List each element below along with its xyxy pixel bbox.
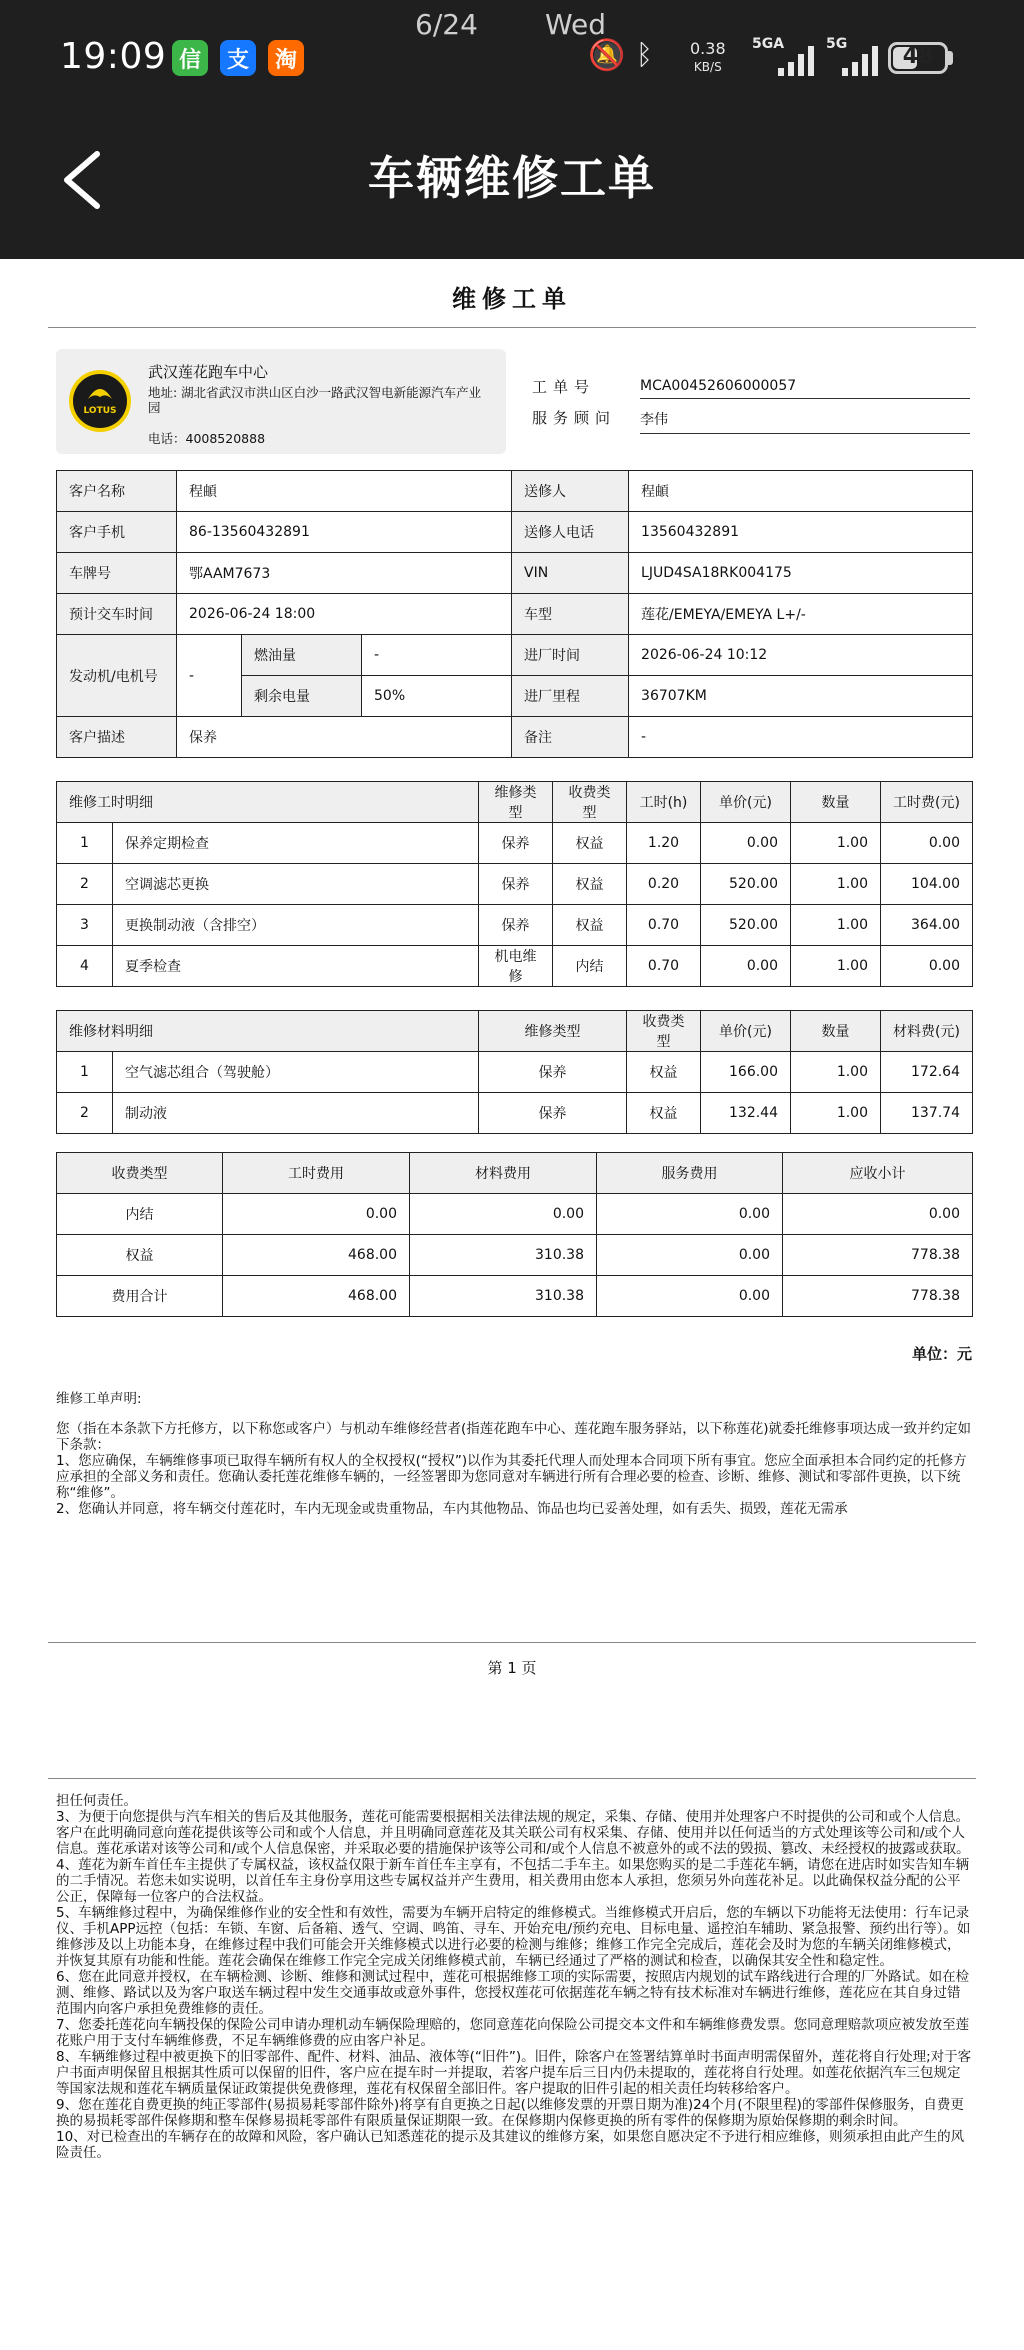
cell: 权益 [627, 1052, 701, 1093]
cell: 1.00 [791, 823, 881, 864]
shop-name: 武汉莲花跑车中心 [148, 363, 269, 381]
table-row [57, 553, 973, 594]
order-number-label: 工单号 [532, 378, 596, 396]
status-weekday: Wed [545, 8, 607, 41]
cell: 310.38 [410, 1235, 597, 1276]
cell: 制动液 [113, 1093, 479, 1134]
cell: 保养 [479, 1093, 627, 1134]
battery-icon [888, 42, 948, 74]
table-row [57, 1052, 973, 1093]
cell: 保养 [479, 905, 553, 946]
declaration-paragraph: 6、您在此同意并授权，在车辆检测、诊断、维修和测试过程中，莲花可根据维修工项的实际需要，按照店内规划的试车路线进行合理的厂外路试。如在检测、维修、路试以及为客户取送车辆过程中发生交通事故或意外事件，您授权莲花可依据莲花车辆之特有技术标准对车辆进行维修，莲花应在其自身过错范围内向客户承担免费维修的责任。 [56, 1969, 970, 2017]
declaration-paragraph: 5、车辆维修过程中，为确保维修作业的安全性和有效性，需要为车辆开启特定的维修模式。当维修模式开启后，您的车辆以下功能将无法使用：行车记录仪、手机APP远控（包括：车锁、车窗、后备箱、透气、空调、鸣笛、寻车、开始充电/预约充电、目标电量、遥控泊车辅助、紧急报警、预约出行等）。如维修涉及以上功能本身，在维修过程中我们可能会开关维修模式以进行必要的检测与维修；维修工作完全完成后，莲花会及时为您的车辆关闭维修模式，并恢复其原有功能和性能。莲花会确保在维修工作完全完成关闭维修模式前，车辆已经通过了严格的测试和检查，以确保其安全性和稳定性。 [56, 1905, 971, 1969]
declaration-title: 维修工单声明: [56, 1391, 142, 1407]
net-speed [690, 40, 726, 76]
declaration-paragraph: 3、为便于向您提供与汽车相关的售后及其他服务，莲花可能需要根据相关法律法规的规定，采集、存储、使用并处理客户不时提供的公司和或个人信息。客户在此明确同意向莲花提供该等公司和或个人信息，并且明确同意莲花及其关联公司有权采集、存储、使用并以任何适当的方式处理该等公司和/或个人信息。莲花承诺对该等公司和/或个人信息保密，并采取必要的措施保护该等公司和/或个人信息不被意外的或不法的毁损、篡改、未经授权的披露或获取。 [56, 1809, 970, 1857]
declaration-paragraph: 10、对已检查出的车辆存在的故障和风险，客户确认已知悉莲花的提示及其建议的维修方案，如果您自愿决定不予进行相应维修，则须承担由此产生的风险责任。 [56, 2129, 965, 2161]
bluetooth-icon: ᛒ [636, 38, 653, 71]
summary-table [56, 1152, 973, 1317]
page-divider [48, 1778, 976, 1779]
engine-label: 发动机/电机号 [57, 635, 177, 717]
cell: 520.00 [701, 864, 791, 905]
material-header-unit-price: 单价(元) [701, 1011, 791, 1052]
table-row [57, 1194, 973, 1235]
signal-label-2: 5G [826, 36, 848, 52]
cell: 保养 [479, 1052, 627, 1093]
cell: 保养定期检查 [113, 823, 479, 864]
table-header-row [57, 1011, 973, 1052]
cell: 468.00 [223, 1235, 410, 1276]
declaration-paragraph: 1、您应确保，车辆维修事项已取得车辆所有权人的全权授权(“授权”)以作为其委托代理人而处理本合同项下所有事宜。您应全面承担本合同约定的托修方应承担的全部义务和责任。您确认委托莲花维修车辆的，一经签署即为您同意对车辆进行所有合理必要的检查、诊断、维修、测试和零部件更换，以下统称“维修”。 [56, 1453, 967, 1501]
advisor-label: 服务顾问 [532, 409, 617, 427]
declaration-paragraph: 9、您在莲花自费更换的纯正零部件(易损易耗零部件除外)将享有自更换之日起(以维修发票的开票日期为准)24个月(不限里程)的零部件保修服务，自费更换的易损耗零部件保修期和整车保修易损耗零部件有限质量保证期限一致。在保修期内保修更换的所有零件的保修期为原始保修期的剩余时间。 [56, 2097, 964, 2129]
taobao-app-icon: 淘 [268, 40, 304, 76]
mute-icon: 🔕 [588, 38, 626, 73]
cell: 机电维修 [479, 946, 553, 987]
sender-value: 程頔 [629, 471, 973, 512]
table-header-row [57, 1153, 973, 1194]
declaration-paragraph: 担任何责任。 [56, 1793, 137, 1809]
table-row [57, 717, 973, 758]
table-row [57, 864, 973, 905]
plate-label: 车牌号 [57, 553, 177, 594]
labor-header-repair-type: 维修类型 [479, 782, 553, 823]
customer-name-value: 程頔 [177, 471, 512, 512]
advisor-value: 李伟 [640, 409, 970, 434]
table-row [57, 594, 973, 635]
declaration-section-page2 [56, 1793, 972, 2161]
customer-info-table [56, 470, 973, 758]
declaration-paragraph: 2、您确认并同意，将车辆交付莲花时，车内无现金或贵重物品，车内其他物品、饰品也均已妥善处理，如有丢失、损毁，莲花无需承 [56, 1501, 848, 1517]
material-header-qty: 数量 [791, 1011, 881, 1052]
cell: 364.00 [881, 905, 973, 946]
cell: 1.00 [791, 1093, 881, 1134]
summary-header-subtotal: 应收小计 [783, 1153, 973, 1194]
labor-header-hours: 工时(h) [627, 782, 701, 823]
table-row [57, 905, 973, 946]
cell: 0.00 [597, 1194, 783, 1235]
cell: 更换制动液（含排空） [113, 905, 479, 946]
cell: 0.00 [597, 1276, 783, 1317]
summary-header-service: 服务费用 [597, 1153, 783, 1194]
shop-address: 地址: 湖北省武汉市洪山区白沙一路武汉智电新能源汽车产业园 [148, 385, 482, 415]
mileage-value: 36707KM [629, 676, 973, 717]
labor-header-item: 维修工时明细 [57, 782, 479, 823]
table-row [57, 635, 973, 676]
lotus-logo-icon [68, 369, 132, 433]
materials-table [56, 1010, 973, 1134]
material-header-charge-type: 收费类型 [627, 1011, 701, 1052]
cell: 空调滤芯更换 [113, 864, 479, 905]
cell: 1 [57, 823, 113, 864]
cell: 104.00 [881, 864, 973, 905]
material-header-item: 维修材料明细 [57, 1011, 479, 1052]
app-header [0, 0, 1024, 259]
cell: 1.00 [791, 864, 881, 905]
mileage-label: 进厂里程 [512, 676, 629, 717]
material-header-repair-type: 维修类型 [479, 1011, 627, 1052]
battery-level: 48 [902, 44, 934, 69]
page-divider [48, 1642, 976, 1643]
cell: 778.38 [783, 1235, 973, 1276]
eta-label: 预计交车时间 [57, 594, 177, 635]
remark-label: 备注 [512, 717, 629, 758]
fuel-label: 燃油量 [242, 635, 362, 676]
cell: 166.00 [701, 1052, 791, 1093]
sender-label: 送修人 [512, 471, 629, 512]
cell: 权益 [57, 1235, 223, 1276]
cell: 0.70 [627, 946, 701, 987]
cell: 778.38 [783, 1276, 973, 1317]
page-title: 车辆维修工单 [368, 151, 656, 205]
fuel-value: - [362, 635, 512, 676]
declaration-paragraph: 您（指在本条款下方托修方，以下称您或客户）与机动车维修经营者(指莲花跑车中心、莲花跑车服务驿站，以下称莲花)就委托维修事项达成一致并约定如下条款： [56, 1421, 972, 1453]
battery-tip [948, 51, 953, 65]
cell: 0.00 [597, 1235, 783, 1276]
cell: 0.00 [701, 823, 791, 864]
declaration-paragraph: 7、您委托莲花向车辆投保的保险公司申请办理机动车辆保险理赔的，您同意莲花向保险公司提交本文件和车辆维修费发票。您同意理赔款项应被发放至莲花账户用于支付车辆维修费，不足车辆维修费的应由客户补足。 [56, 2017, 970, 2049]
engine-value: - [177, 635, 242, 717]
plate-value: 鄂AAM7673 [177, 553, 512, 594]
table-row [57, 512, 973, 553]
labor-header-qty: 数量 [791, 782, 881, 823]
cell: 权益 [553, 864, 627, 905]
cell: 1.20 [627, 823, 701, 864]
cell: 权益 [627, 1093, 701, 1134]
cell: 0.70 [627, 905, 701, 946]
cell: 520.00 [701, 905, 791, 946]
cell: 1 [57, 1052, 113, 1093]
cell: 1.00 [791, 1052, 881, 1093]
table-row [57, 1276, 973, 1317]
phone-label: 客户手机 [57, 512, 177, 553]
cell: 137.74 [881, 1093, 973, 1134]
cell: 1.00 [791, 946, 881, 987]
cell: 468.00 [223, 1276, 410, 1317]
table-row [57, 1235, 973, 1276]
page-number: 第 1 页 [487, 1659, 537, 1677]
table-row [57, 1093, 973, 1134]
phone-value: 86-13560432891 [177, 512, 512, 553]
table-row [57, 823, 973, 864]
table-row [57, 471, 973, 512]
shop-phone: 电话：4008520888 [148, 431, 266, 446]
labor-header-fee: 工时费(元) [881, 782, 973, 823]
cell: 132.44 [701, 1093, 791, 1134]
cell: 4 [57, 946, 113, 987]
cell: 0.00 [881, 946, 973, 987]
cell: 1.00 [791, 905, 881, 946]
material-header-fee: 材料费(元) [881, 1011, 973, 1052]
cell: 保养 [479, 823, 553, 864]
title-divider [48, 327, 976, 328]
description-label: 客户描述 [57, 717, 177, 758]
cell: 0.00 [881, 823, 973, 864]
signal-bars-1-icon [778, 44, 814, 76]
labor-header-unit-price: 单价(元) [701, 782, 791, 823]
cell: 保养 [479, 864, 553, 905]
cell: 2 [57, 864, 113, 905]
in-time-value: 2026-06-24 10:12 [629, 635, 973, 676]
vin-label: VIN [512, 553, 629, 594]
cell: 0.00 [701, 946, 791, 987]
cell: 内结 [553, 946, 627, 987]
cell: 172.64 [881, 1052, 973, 1093]
logo-text: LOTUS [83, 406, 117, 416]
cell: 空气滤芯组合（驾驶舱） [113, 1052, 479, 1093]
shop-info-card [56, 349, 506, 454]
cell: 费用合计 [57, 1276, 223, 1317]
signal-label-1: 5GA [752, 36, 785, 52]
summary-header-material: 材料费用 [410, 1153, 597, 1194]
table-header-row [57, 782, 973, 823]
currency-unit: 单位：元 [911, 1345, 972, 1363]
cell: 权益 [553, 905, 627, 946]
declaration-section-page1 [56, 1391, 972, 1517]
cell: 3 [57, 905, 113, 946]
sender-phone-value: 13560432891 [629, 512, 973, 553]
in-time-label: 进厂时间 [512, 635, 629, 676]
wechat-app-icon: 信 [172, 40, 208, 76]
net-speed-value: 0.38 [690, 39, 726, 58]
alipay-app-icon: 支 [220, 40, 256, 76]
status-date: 6/24 [415, 8, 478, 41]
document-title: 维修工单 [452, 285, 572, 313]
summary-header-type: 收费类型 [57, 1153, 223, 1194]
summary-header-labor: 工时费用 [223, 1153, 410, 1194]
sender-phone-label: 送修人电话 [512, 512, 629, 553]
cell: 310.38 [410, 1276, 597, 1317]
cell: 权益 [553, 823, 627, 864]
cell: 0.00 [410, 1194, 597, 1235]
remark-value: - [629, 717, 973, 758]
signal-bars-2-icon [842, 44, 878, 76]
status-time: 19:09 [60, 36, 167, 77]
declaration-paragraph: 8、车辆维修过程中被更换下的旧零部件、配件、材料、油品、液体等(“旧件”)。旧件，除客户在签署结算单时书面声明需保留外，莲花将自行处理;对于客户书面声明保留且根据其性质可以保留的旧件，客户应在提车时一并提取，若客户提车后三日内仍未提取的，莲花将自行处理。如莲花依据汽车三包规定等国家法规和莲花车辆质量保证政策提供免费修理，莲花有权保留全部旧件。客户提取的旧件引起的相关责任均转移给客户。 [56, 2049, 972, 2097]
order-number-value: MCA00452606000057 [640, 378, 970, 399]
cell: 夏季检查 [113, 946, 479, 987]
cell: 内结 [57, 1194, 223, 1235]
status-bar [0, 0, 1024, 120]
description-value: 保养 [177, 717, 512, 758]
cell: 0.00 [783, 1194, 973, 1235]
model-value: 莲花/EMEYA/EMEYA L+/- [629, 594, 973, 635]
declaration-paragraph: 4、莲花为新车首任车主提供了专属权益，该权益仅限于新车首任车主享有，不包括二手车主。如果您购买的是二手莲花车辆，请您在进店时如实告知车辆的二手情况。若您未如实说明，以首任车主身份享用这些专属权益并产生费用，相关费用由您本人承担，您须另外向莲花补足。以此确保权益分配的公平公正，保障每一位客户的合法权益。 [56, 1857, 970, 1905]
battery-label: 剩余电量 [242, 676, 362, 717]
cell: 0.20 [627, 864, 701, 905]
labor-table [56, 781, 973, 987]
model-label: 车型 [512, 594, 629, 635]
cell: 2 [57, 1093, 113, 1134]
net-speed-unit: KB/S [693, 60, 722, 74]
labor-header-charge-type: 收费类型 [553, 782, 627, 823]
battery-value: 50% [362, 676, 512, 717]
vin-value: LJUD4SA18RK004175 [629, 553, 973, 594]
eta-value: 2026-06-24 18:00 [177, 594, 512, 635]
customer-name-label: 客户名称 [57, 471, 177, 512]
cell: 0.00 [223, 1194, 410, 1235]
table-row [57, 946, 973, 987]
